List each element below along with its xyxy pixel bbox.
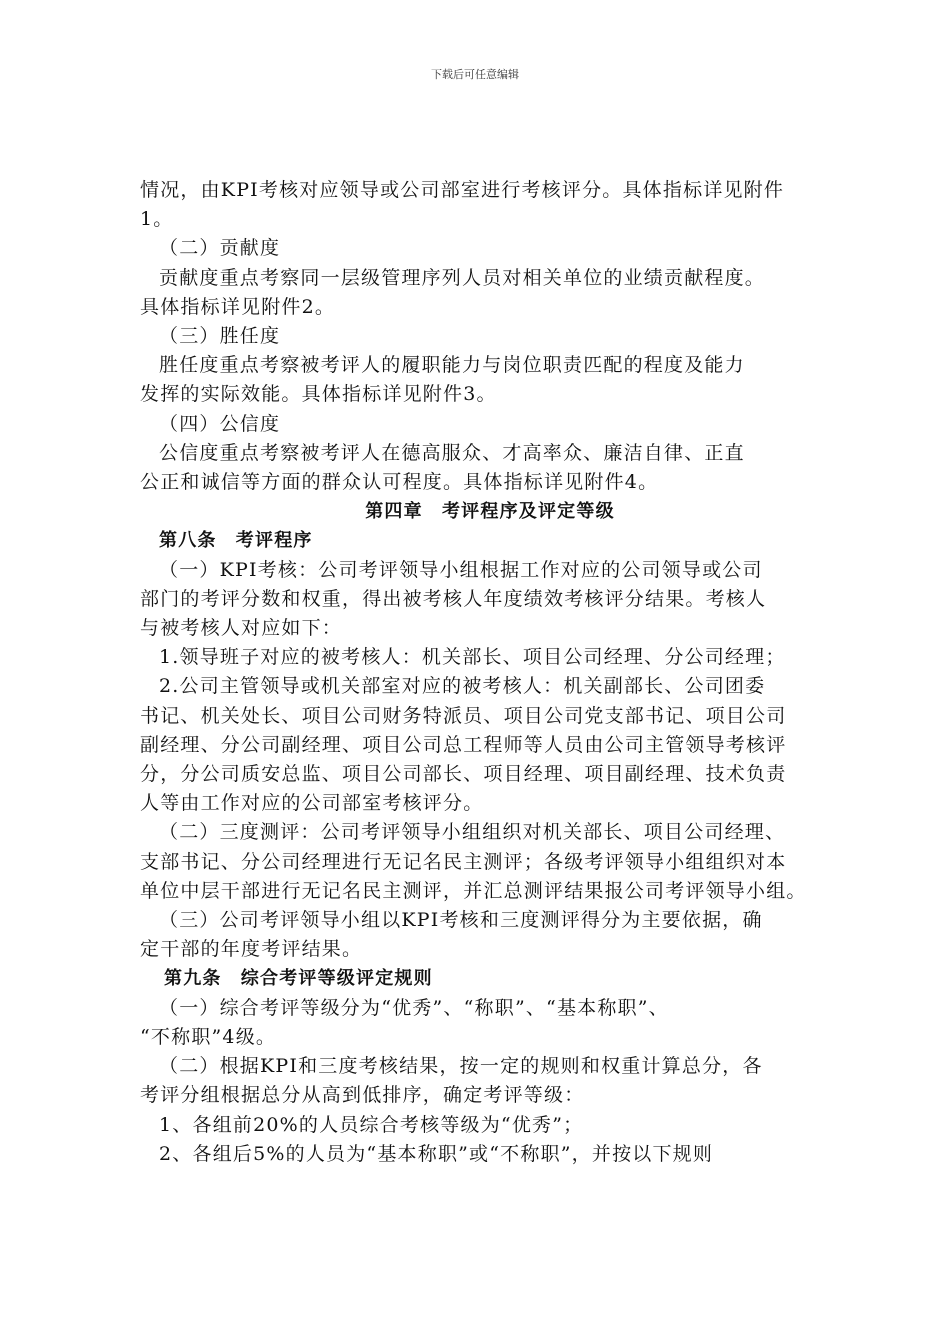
paragraph-line: （二）三度测评：公司考评领导小组组织对机关部长、项目公司经理、 [159,821,786,844]
paragraph-line: （二）根据KPI和三度考核结果，按一定的规则和权重计算总分，各 [159,1055,763,1078]
paragraph-line: 部门的考评分数和权重，得出被考核人年度绩效考核评分结果。考核人 [140,587,767,610]
paragraph-line: 1。 [140,208,174,231]
list-item: 1、各组前20%的人员综合考核等级为“优秀”； [159,1113,584,1136]
paragraph-line: （三）公司考评领导小组以KPI考核和三度测评得分为主要依据，确 [159,909,763,932]
chapter-title: 第四章 考评程序及评定等级 [365,501,615,523]
paragraph-line: 公正和诚信等方面的群众认可程度。具体指标详见附件4。 [140,471,659,494]
paragraph-line: 具体指标详见附件2。 [140,295,336,318]
article-heading: 第八条 考评程序 [159,530,313,552]
paragraph-line: 副经理、分公司副经理、项目公司总工程师等人员由公司主管领导考核评 [140,733,787,756]
paragraph-line: 定干部的年度考评结果。 [140,938,363,961]
paragraph-line: “不称职”4级。 [140,1025,277,1048]
paragraph-line: （一）KPI考核：公司考评领导小组根据工作对应的公司领导或公司 [159,558,763,581]
paragraph-line: 发挥的实际效能。具体指标详见附件3。 [140,383,497,406]
paragraph-line: 贡献度重点考察同一层级管理序列人员对相关单位的业绩贡献程度。 [159,266,766,289]
paragraph-line: 考评分组根据总分从高到低排序，确定考评等级： [140,1084,585,1107]
document-body [140,176,840,1169]
paragraph-line: 单位中层干部进行无记名民主测评，并汇总测评结果报公司考评领导小组。 [140,879,807,902]
paragraph-line: 情况，由KPI考核对应领导或公司部室进行考核评分。具体指标详见附件 [140,179,785,201]
paragraph-line: 支部书记、分公司经理进行无记名民主测评；各级考评领导小组组织对本 [140,850,787,873]
list-item: 2.公司主管领导或机关部室对应的被考核人：机关副部长、公司团委 [159,675,766,698]
paragraph-line: 公信度重点考察被考评人在德高服众、才高率众、廉洁自律、正直 [159,441,745,464]
page-header-note: 下载后可任意编辑 [431,68,519,81]
section-heading: （二）贡献度 [159,237,281,260]
paragraph-line: 人等由工作对应的公司部室考核评分。 [140,792,484,815]
article-heading: 第九条 综合考评等级评定规则 [164,968,433,990]
list-item: 1.领导班子对应的被考核人：机关部长、项目公司经理、分公司经理； [159,646,786,669]
section-heading: （四）公信度 [159,412,281,435]
paragraph-line: 分，分公司质安总监、项目公司部长、项目经理、项目副经理、技术负责 [140,763,787,786]
paragraph-line: 与被考核人对应如下： [140,617,343,640]
paragraph-line: （一）综合考评等级分为“优秀”、“称职”、“基本称职”、 [159,996,669,1019]
paragraph-line: 书记、机关处长、项目公司财务特派员、项目公司党支部书记、项目公司 [140,704,787,727]
paragraph-line: 胜任度重点考察被考评人的履职能力与岗位职责匹配的程度及能力 [159,354,745,377]
section-heading: （三）胜任度 [159,325,281,348]
list-item: 2、各组后5%的人员为“基本称职”或“不称职”，并按以下规则 [159,1142,714,1165]
